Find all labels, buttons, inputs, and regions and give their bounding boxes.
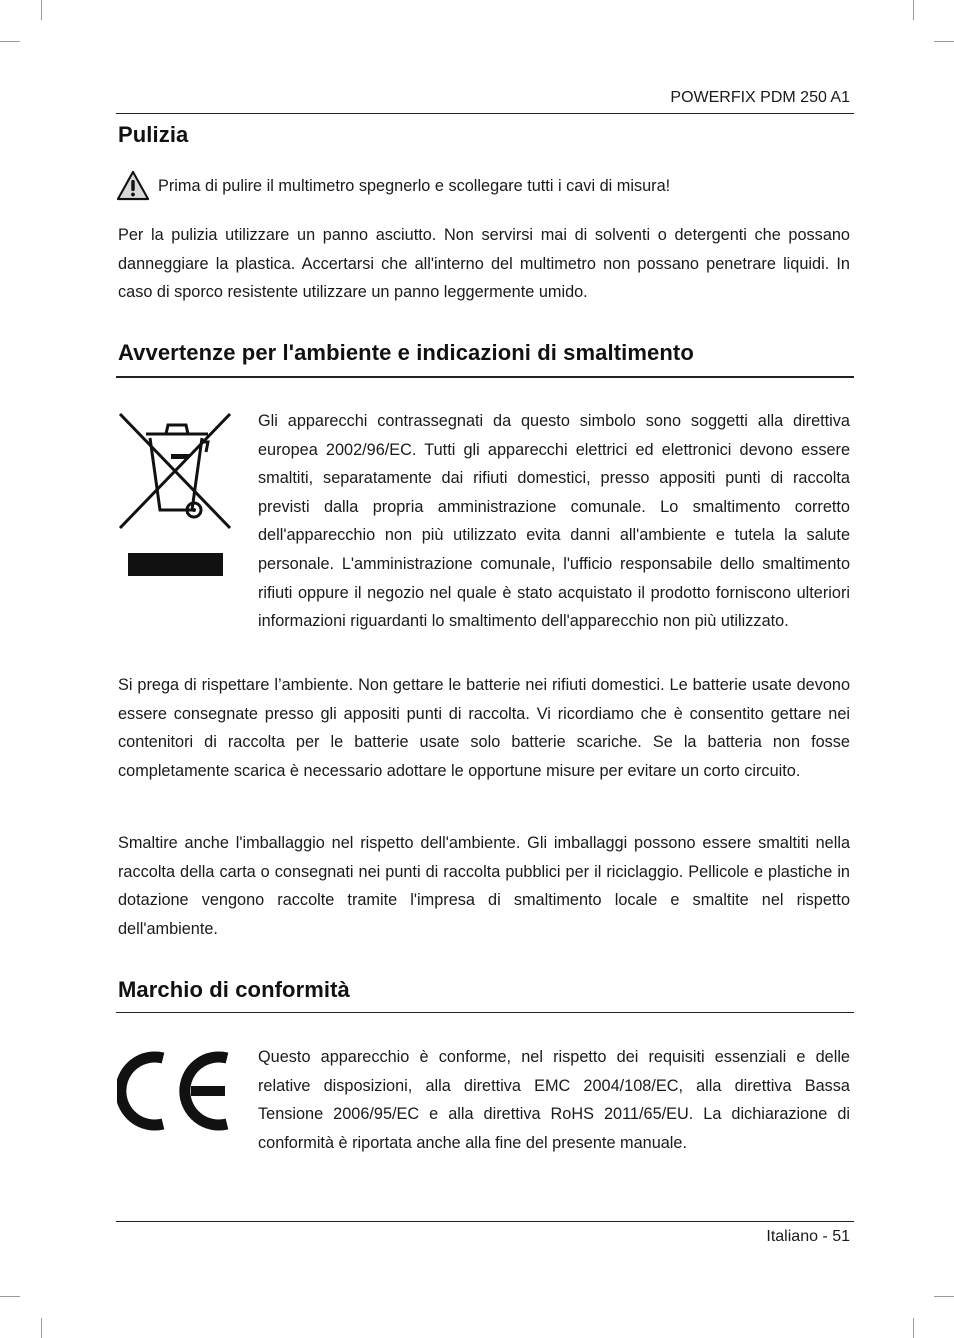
- page-number: Italiano - 51: [766, 1228, 850, 1245]
- crop-mark: [934, 1296, 954, 1297]
- section-title-conformity: Marchio di conformità: [118, 977, 350, 1002]
- crop-mark: [0, 1296, 20, 1297]
- ce-mark-icon: [117, 1050, 233, 1132]
- battery-paragraph: Si prega di rispettare l’ambiente. Non gettare le batterie nei rifiuti domestici. Le batterie usate devono essere consegnate presso gli appositi punti di raccolta. Vi ricordiamo che è consentito gettare nei contenitori di raccolta per le batterie usate solo batterie scariche. Se la batteria non fosse completamente scarica è necessario adottare le opportune misure per evitare un corto circuito.: [118, 676, 850, 780]
- crop-mark: [913, 1318, 914, 1338]
- crop-mark: [0, 41, 20, 42]
- warning-text: Prima di pulire il multimetro spegnerlo e scollegare tutti i cavi di misura!: [158, 176, 671, 195]
- footer-rule: [116, 1221, 854, 1222]
- conformity-paragraph: Questo apparecchio è conforme, nel rispetto dei requisiti essenziali e delle relative disposizioni, alla direttiva EMC 2004/108/EC, alla direttiva Bassa Tensione 2006/95/EC e alla direttiva RoHS 2011/65/EU. La dichiarazione di conformità è riportata anche alla fine del presente manuale.: [258, 1048, 850, 1152]
- cleaning-paragraph: Per la pulizia utilizzare un panno asciutto. Non servirsi mai di solventi o detergenti che possano danneggiare la plastica. Accertarsi che all'interno del multimetro non possano penetrare liquidi. In caso di sporco resistente utilizzare un panno leggermente umido.: [118, 226, 850, 302]
- weee-paragraph: Gli apparecchi contrassegnati da questo simbolo sono soggetti alla direttiva europea 2002/96/EC. Tutti gli apparecchi elettrici ed elettronici devono essere smaltiti, separatamente dai rifiuti domestici, presso appositi punti di raccolta previsti dalla propria amministrazione comunale. Lo smaltimento corretto dell'apparecchio non più utilizzato evita danni all'ambiente e tutela la salute personale. L'amministrazione comunale, l'ufficio responsabile dello smaltimento rifiuti oppure il negozio nel quale è stato acquistato il prodotto forniscono ulteriori informazioni riguardanti lo smaltimento dell'apparecchio non più utilizzato.: [258, 412, 850, 631]
- packaging-paragraph: Smaltire anche l'imballaggio nel rispetto dell'ambiente. Gli imballaggi possono essere smaltiti nella raccolta della carta o consegnati nei punti di raccolta pubblici per il riciclaggio. Pellicole e plastiche in dotazione vengono raccolte tramite l'impresa di smaltimento locale e smaltite nel rispetto dell'ambiente.: [118, 834, 850, 938]
- crop-mark: [934, 41, 954, 42]
- section-title-environment: Avvertenze per l'ambiente e indicazioni di smaltimento: [118, 340, 694, 365]
- crop-mark: [41, 1318, 42, 1338]
- cleaning-warning: [116, 170, 670, 202]
- warning-triangle-icon: [116, 170, 150, 202]
- page-header: POWERFIX PDM 250 A1: [670, 89, 850, 106]
- section-rule: [116, 1012, 854, 1013]
- header-rule: [116, 113, 854, 114]
- crop-mark: [41, 0, 42, 20]
- crop-mark: [913, 0, 914, 20]
- section-rule: [116, 376, 854, 378]
- crossed-out-wheelie-bin-icon: [116, 410, 234, 580]
- section-title-cleaning: Pulizia: [118, 122, 189, 147]
